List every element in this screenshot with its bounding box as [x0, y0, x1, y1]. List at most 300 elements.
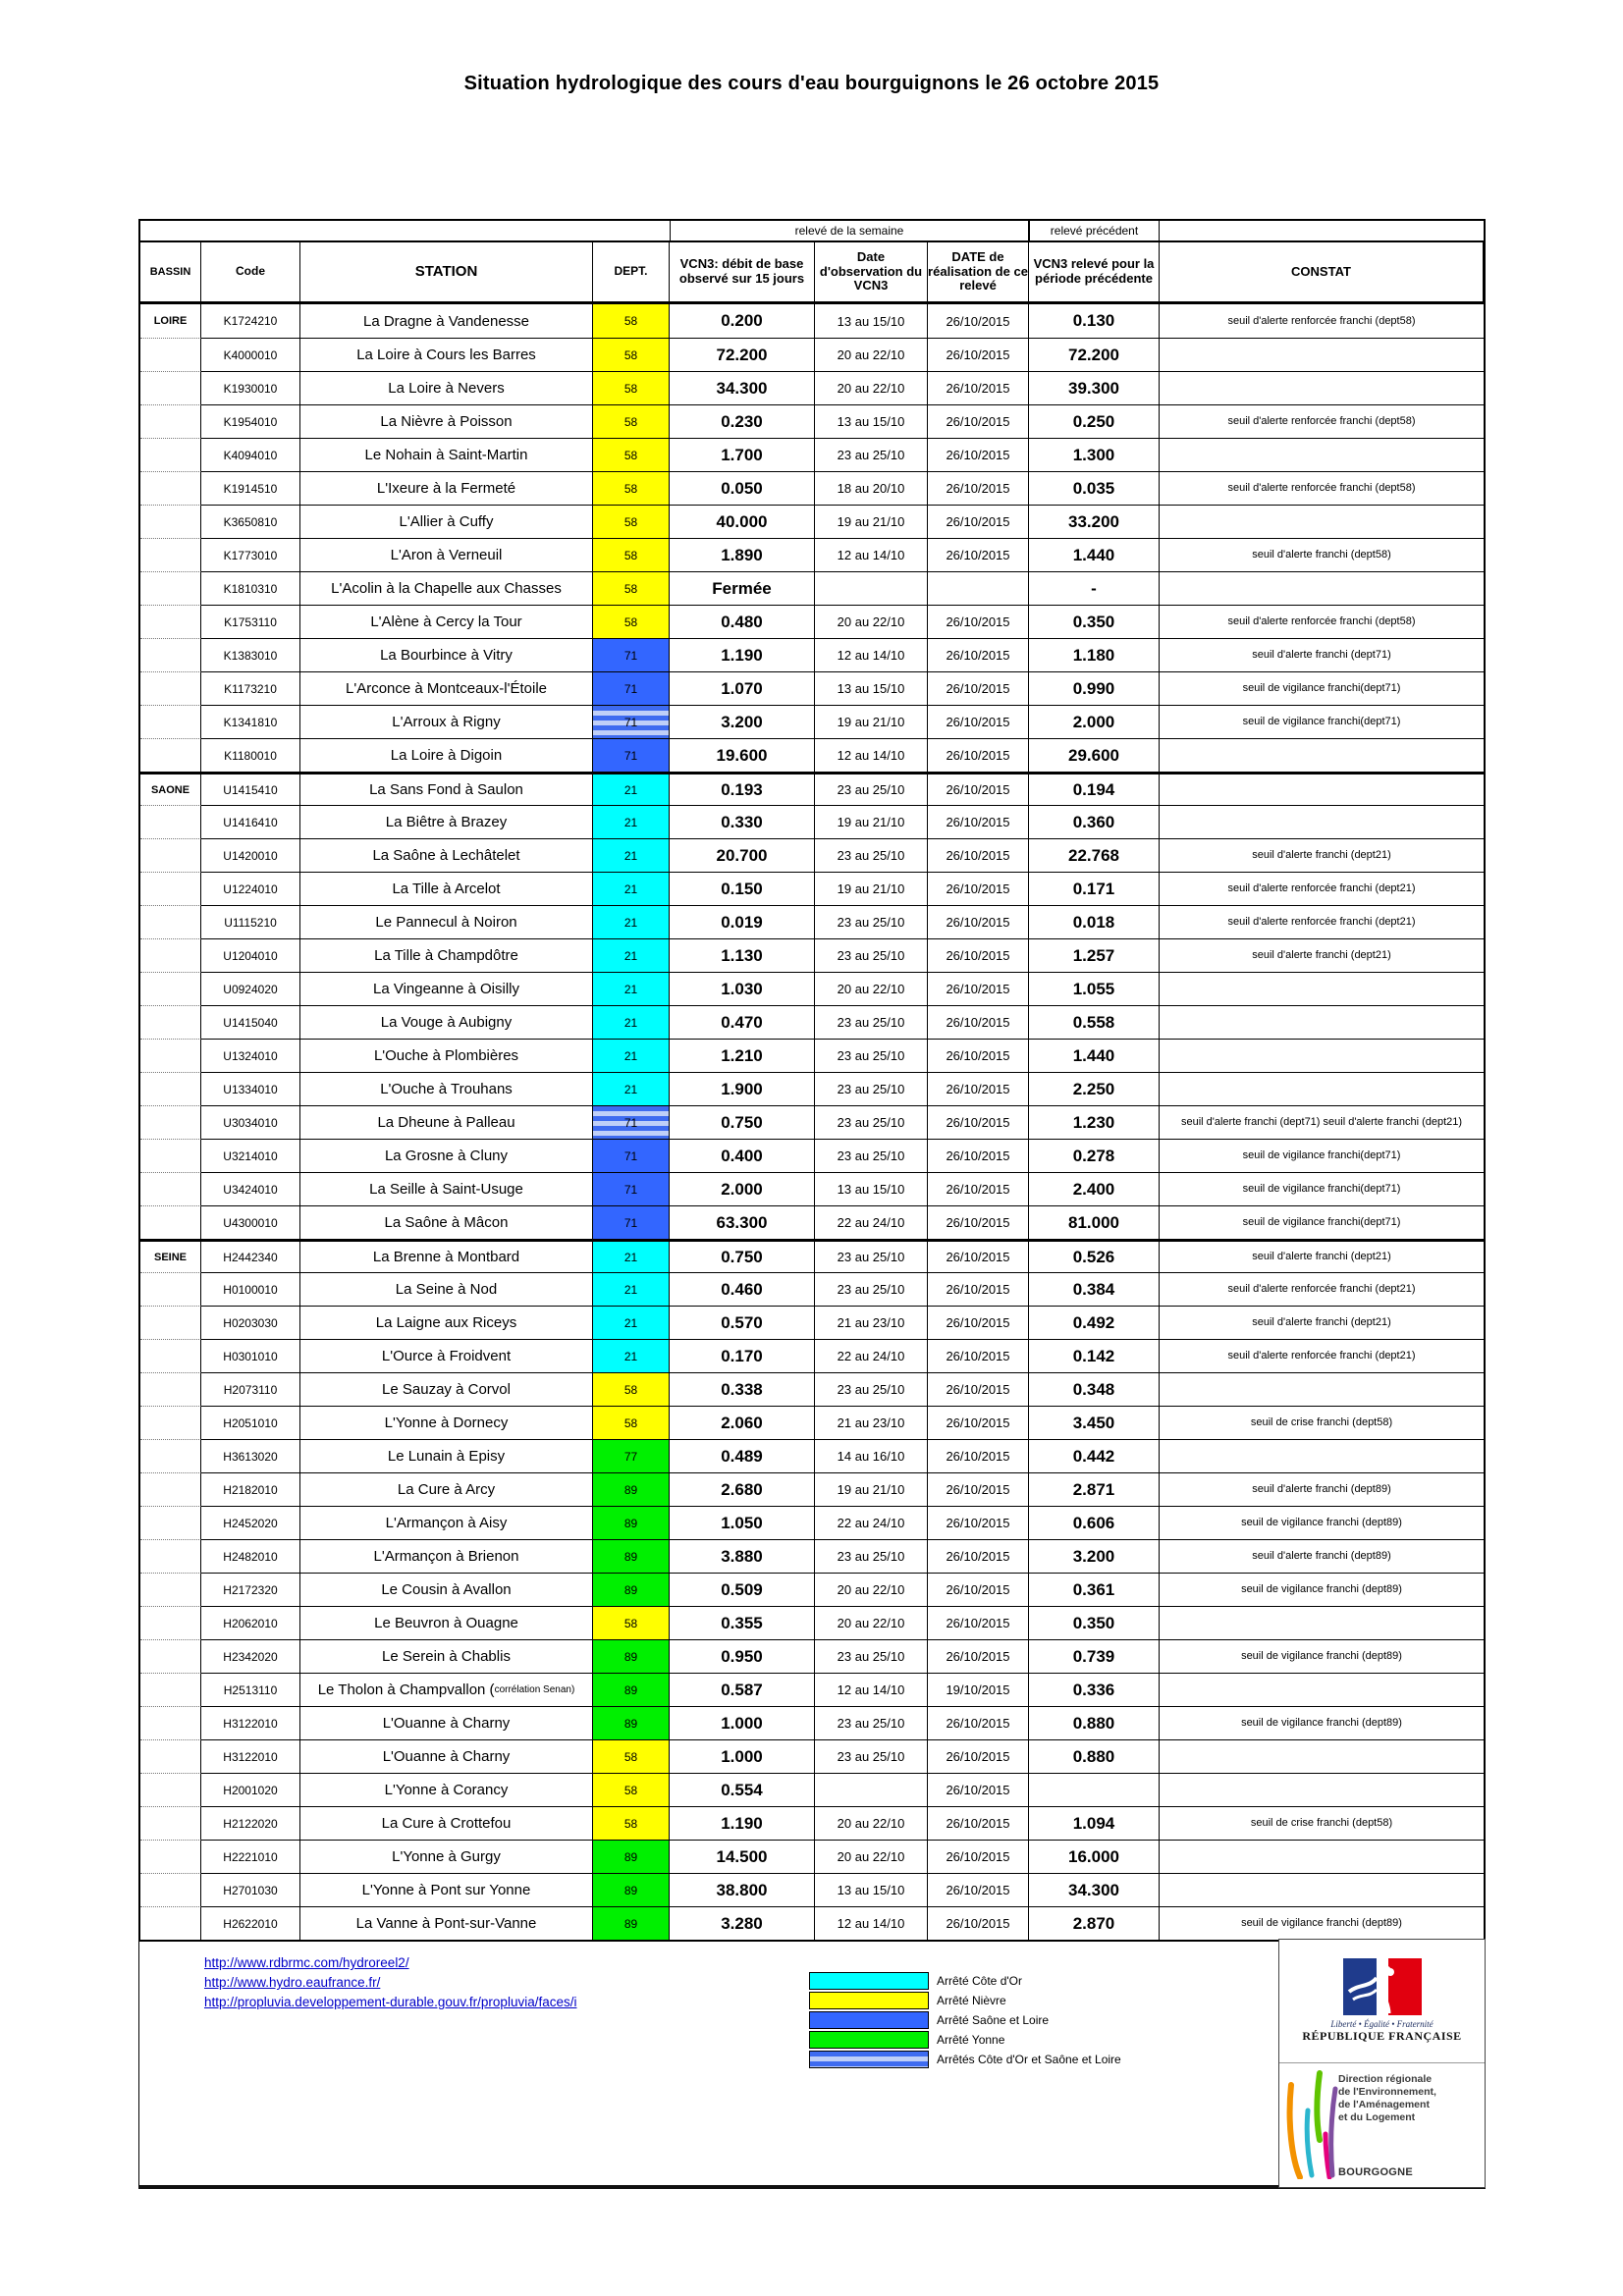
cell-station: Le Lunain à Episy: [300, 1439, 593, 1472]
cell-vcn3-prev: 1.440: [1029, 1039, 1160, 1072]
cell-date-real: 26/10/2015: [928, 1806, 1029, 1840]
cell-date-obs: 20 au 22/10: [815, 972, 928, 1005]
cell-code: H2062010: [201, 1606, 300, 1639]
cell-constat: seuil de crise franchi (dept58): [1160, 1806, 1484, 1840]
cell-vcn3: 0.400: [670, 1139, 815, 1172]
legend-swatch-cyan: [809, 1972, 929, 1990]
table-row: [140, 338, 1484, 371]
cell-bassin: [140, 838, 201, 872]
cell-vcn3: 0.170: [670, 1339, 815, 1372]
cell-station: L'Ouche à Trouhans: [300, 1072, 593, 1105]
cell-station: L'Armançon à Brienon: [300, 1539, 593, 1573]
cell-constat: seuil d'alerte franchi (dept89): [1160, 1472, 1484, 1506]
footer-link[interactable]: http://propluvia.developpement-durable.gouv.fr/propluvia/faces/i: [204, 1995, 577, 2009]
cell-dept: 58: [593, 1406, 670, 1439]
cell-dept: 58: [593, 1606, 670, 1639]
cell-station: L'Yonne à Corancy: [300, 1773, 593, 1806]
cell-date-obs: 23 au 25/10: [815, 1639, 928, 1673]
table-row: [140, 1439, 1484, 1472]
cell-bassin: [140, 1840, 201, 1873]
band-spacer-left: [140, 221, 670, 240]
cell-date-real: 26/10/2015: [928, 872, 1029, 905]
cell-vcn3: 3.200: [670, 705, 815, 738]
cell-vcn3-prev: 0.739: [1029, 1639, 1160, 1673]
cell-constat: seuil de vigilance franchi (dept89): [1160, 1706, 1484, 1739]
cell-station: La Cure à Arcy: [300, 1472, 593, 1506]
cell-date-real: [928, 571, 1029, 605]
cell-date-obs: 23 au 25/10: [815, 838, 928, 872]
hydrology-table: [138, 219, 1486, 1943]
cell-vcn3: 1.210: [670, 1039, 815, 1072]
cell-code: H2122020: [201, 1806, 300, 1840]
cell-station: L'Arconce à Montceaux-l'Étoile: [300, 671, 593, 705]
cell-date-real: 26/10/2015: [928, 1139, 1029, 1172]
cell-dept: 21: [593, 972, 670, 1005]
cell-date-real: 26/10/2015: [928, 671, 1029, 705]
cell-vcn3-prev: 0.492: [1029, 1306, 1160, 1339]
cell-vcn3: 0.230: [670, 404, 815, 438]
cell-station: La Loire à Digoin: [300, 738, 593, 772]
cell-vcn3: 1.890: [670, 538, 815, 571]
cell-date-real: 26/10/2015: [928, 1573, 1029, 1606]
cell-bassin: [140, 1139, 201, 1172]
cell-date-obs: 22 au 24/10: [815, 1205, 928, 1239]
table-row: [140, 1906, 1484, 1940]
cell-dept: 89: [593, 1706, 670, 1739]
cell-code: K1773010: [201, 538, 300, 571]
cell-constat: seuil de vigilance franchi (dept89): [1160, 1573, 1484, 1606]
cell-dept: 21: [593, 1239, 670, 1272]
table-row: [140, 1472, 1484, 1506]
cell-code: H2001020: [201, 1773, 300, 1806]
cell-constat: seuil d'alerte franchi (dept21): [1160, 1239, 1484, 1272]
cell-constat: seuil d'alerte renforcée franchi (dept58): [1160, 471, 1484, 505]
cell-date-real: 26/10/2015: [928, 1739, 1029, 1773]
legend-item: [809, 2050, 1121, 2069]
cell-station: La Dragne à Vandenesse: [300, 304, 593, 338]
table-header-row: [140, 242, 1484, 304]
cell-dept: 58: [593, 471, 670, 505]
cell-code: H3122010: [201, 1706, 300, 1739]
cell-station: La Vingeanne à Oisilly: [300, 972, 593, 1005]
cell-date-obs: 14 au 16/10: [815, 1439, 928, 1472]
cell-bassin: [140, 1272, 201, 1306]
cell-date-real: 26/10/2015: [928, 505, 1029, 538]
footer-link[interactable]: http://www.rdbrmc.com/hydroreel2/: [204, 1955, 409, 1970]
cell-vcn3: 0.338: [670, 1372, 815, 1406]
cell-dept: 89: [593, 1906, 670, 1940]
dreal-line: Direction régionale: [1338, 2073, 1433, 2085]
cell-date-obs: 23 au 25/10: [815, 905, 928, 938]
cell-date-real: 26/10/2015: [928, 1639, 1029, 1673]
cell-date-real: 26/10/2015: [928, 538, 1029, 571]
cell-station: L'Ouanne à Charny: [300, 1706, 593, 1739]
cell-dept: 21: [593, 838, 670, 872]
cell-code: K1724210: [201, 304, 300, 338]
cell-bassin: [140, 1072, 201, 1105]
cell-constat: seuil d'alerte renforcée franchi (dept21): [1160, 872, 1484, 905]
cell-constat: seuil d'alerte renforcée franchi (dept21): [1160, 1272, 1484, 1306]
cell-date-obs: 22 au 24/10: [815, 1506, 928, 1539]
col-header-vcn3-prev: VCN3 relevé pour la période précédente: [1029, 242, 1160, 301]
cell-code: U4300010: [201, 1205, 300, 1239]
cell-dept: 89: [593, 1539, 670, 1573]
cell-station: L'Ouanne à Charny: [300, 1739, 593, 1773]
cell-date-obs: 20 au 22/10: [815, 1606, 928, 1639]
cell-date-obs: 19 au 21/10: [815, 505, 928, 538]
table-row: [140, 1840, 1484, 1873]
cell-constat: seuil d'alerte renforcée franchi (dept21): [1160, 905, 1484, 938]
cell-bassin: [140, 1706, 201, 1739]
dreal-line: de l'Environnement,: [1338, 2086, 1436, 2098]
table-row: [140, 1339, 1484, 1372]
table-row: [140, 1172, 1484, 1205]
cell-constat: [1160, 805, 1484, 838]
cell-bassin: [140, 705, 201, 738]
cell-date-real: 26/10/2015: [928, 1072, 1029, 1105]
cell-code: U1334010: [201, 1072, 300, 1105]
col-header-dept: DEPT.: [593, 242, 670, 301]
cell-station: L'Allier à Cuffy: [300, 505, 593, 538]
table-row: [140, 571, 1484, 605]
cell-vcn3: 38.800: [670, 1873, 815, 1906]
cell-date-real: 26/10/2015: [928, 772, 1029, 805]
cell-station: L'Yonne à Gurgy: [300, 1840, 593, 1873]
cell-vcn3-prev: 0.360: [1029, 805, 1160, 838]
cell-station: La Grosne à Cluny: [300, 1139, 593, 1172]
cell-bassin: [140, 1005, 201, 1039]
cell-dept: 71: [593, 1105, 670, 1139]
cell-date-obs: 19 au 21/10: [815, 872, 928, 905]
cell-constat: seuil d'alerte renforcée franchi (dept58): [1160, 605, 1484, 638]
cell-date-real: 26/10/2015: [928, 972, 1029, 1005]
cell-date-obs: 23 au 25/10: [815, 438, 928, 471]
cell-vcn3: 1.000: [670, 1739, 815, 1773]
legend-swatch-blue: [809, 2011, 929, 2029]
cell-dept: 58: [593, 1739, 670, 1773]
cell-vcn3-prev: 0.990: [1029, 671, 1160, 705]
cell-dept: 89: [593, 1472, 670, 1506]
cell-constat: seuil de vigilance franchi(dept71): [1160, 671, 1484, 705]
cell-vcn3-prev: 81.000: [1029, 1205, 1160, 1239]
cell-vcn3: 40.000: [670, 505, 815, 538]
cell-date-obs: 23 au 25/10: [815, 1039, 928, 1072]
cell-constat: [1160, 1673, 1484, 1706]
cell-vcn3: 0.489: [670, 1439, 815, 1472]
cell-vcn3-prev: 1.300: [1029, 438, 1160, 471]
cell-vcn3-prev: 2.870: [1029, 1906, 1160, 1940]
cell-constat: seuil de vigilance franchi(dept71): [1160, 1172, 1484, 1205]
cell-constat: [1160, 1072, 1484, 1105]
cell-date-obs: 13 au 15/10: [815, 1873, 928, 1906]
cell-date-real: 26/10/2015: [928, 1439, 1029, 1472]
cell-date-real: 26/10/2015: [928, 605, 1029, 638]
dreal-strokes-icon: [1283, 2069, 1338, 2179]
cell-date-obs: 12 au 14/10: [815, 638, 928, 671]
cell-vcn3: 1.190: [670, 1806, 815, 1840]
cell-code: U1224010: [201, 872, 300, 905]
cell-vcn3: 1.030: [670, 972, 815, 1005]
cell-station: L'Yonne à Dornecy: [300, 1406, 593, 1439]
cell-code: H3613020: [201, 1439, 300, 1472]
cell-constat: seuil de vigilance franchi (dept89): [1160, 1906, 1484, 1940]
cell-bassin: [140, 371, 201, 404]
cell-vcn3: 1.900: [670, 1072, 815, 1105]
cell-station: La Tille à Champdôtre: [300, 938, 593, 972]
cell-constat: [1160, 1439, 1484, 1472]
cell-vcn3-prev: [1029, 1773, 1160, 1806]
cell-dept: 21: [593, 905, 670, 938]
cell-dept: 21: [593, 938, 670, 972]
cell-station: La Cure à Crottefou: [300, 1806, 593, 1840]
cell-date-obs: 23 au 25/10: [815, 1272, 928, 1306]
cell-bassin: [140, 671, 201, 705]
cell-vcn3-prev: 72.200: [1029, 338, 1160, 371]
cell-bassin: [140, 1506, 201, 1539]
cell-bassin: SAONE: [140, 772, 201, 805]
table-row: [140, 1506, 1484, 1539]
cell-date-obs: 21 au 23/10: [815, 1406, 928, 1439]
cell-station: La Laigne aux Riceys: [300, 1306, 593, 1339]
cell-bassin: [140, 1573, 201, 1606]
cell-constat: seuil d'alerte franchi (dept21): [1160, 838, 1484, 872]
cell-bassin: [140, 938, 201, 972]
cell-station: L'Arroux à Rigny: [300, 705, 593, 738]
cell-date-real: 26/10/2015: [928, 438, 1029, 471]
cell-dept: 58: [593, 538, 670, 571]
band-releve-semaine: relevé de la semaine: [670, 221, 1029, 240]
cell-station: La Seille à Saint-Usuge: [300, 1172, 593, 1205]
cell-code: H2513110: [201, 1673, 300, 1706]
cell-code: U3034010: [201, 1105, 300, 1139]
cell-code: H2442340: [201, 1239, 300, 1272]
cell-vcn3: 0.570: [670, 1306, 815, 1339]
cell-date-obs: 13 au 15/10: [815, 1172, 928, 1205]
table-row: [140, 772, 1484, 805]
table-row: [140, 1072, 1484, 1105]
cell-dept: 21: [593, 872, 670, 905]
table-row: [140, 1139, 1484, 1172]
legend-swatch-stripe: [809, 2051, 929, 2068]
cell-date-obs: 19 au 21/10: [815, 1472, 928, 1506]
cell-vcn3: 0.330: [670, 805, 815, 838]
cell-date-obs: 23 au 25/10: [815, 1005, 928, 1039]
cell-bassin: [140, 1039, 201, 1072]
cell-date-obs: 23 au 25/10: [815, 1739, 928, 1773]
cell-constat: [1160, 972, 1484, 1005]
cell-bassin: [140, 1105, 201, 1139]
cell-dept: 77: [593, 1439, 670, 1472]
cell-vcn3-prev: 2.871: [1029, 1472, 1160, 1506]
table-row: [140, 1105, 1484, 1139]
cell-dept: 58: [593, 1806, 670, 1840]
rf-name: RÉPUBLIQUE FRANÇAISE: [1302, 2029, 1462, 2043]
cell-date-real: 26/10/2015: [928, 638, 1029, 671]
cell-bassin: [140, 805, 201, 838]
cell-vcn3-prev: 3.200: [1029, 1539, 1160, 1573]
cell-vcn3: 1.070: [670, 671, 815, 705]
cell-vcn3: 0.460: [670, 1272, 815, 1306]
cell-date-real: 26/10/2015: [928, 905, 1029, 938]
cell-vcn3-prev: 0.606: [1029, 1506, 1160, 1539]
cell-dept: 21: [593, 1272, 670, 1306]
cell-date-real: 26/10/2015: [928, 371, 1029, 404]
cell-vcn3: 34.300: [670, 371, 815, 404]
cell-date-obs: 20 au 22/10: [815, 1840, 928, 1873]
cell-constat: [1160, 438, 1484, 471]
cell-bassin: [140, 571, 201, 605]
cell-vcn3-prev: 22.768: [1029, 838, 1160, 872]
cell-station: Le Beuvron à Ouagne: [300, 1606, 593, 1639]
cell-dept: 21: [593, 772, 670, 805]
cell-vcn3-prev: 34.300: [1029, 1873, 1160, 1906]
table-row: [140, 1706, 1484, 1739]
cell-date-obs: 20 au 22/10: [815, 338, 928, 371]
cell-constat: seuil d'alerte franchi (dept71) seuil d'alerte franchi (dept21): [1160, 1105, 1484, 1139]
table-row: [140, 404, 1484, 438]
footer-panel: [138, 1940, 1486, 2189]
col-header-bassin: BASSIN: [140, 242, 201, 301]
cell-constat: seuil d'alerte renforcée franchi (dept21): [1160, 1339, 1484, 1372]
table-row: [140, 1306, 1484, 1339]
cell-code: H3122010: [201, 1739, 300, 1773]
cell-code: U0924020: [201, 972, 300, 1005]
cell-dept: 71: [593, 738, 670, 772]
cell-vcn3: 0.355: [670, 1606, 815, 1639]
cell-station: L'Yonne à Pont sur Yonne: [300, 1873, 593, 1906]
cell-vcn3: 0.950: [670, 1639, 815, 1673]
table-row: [140, 1406, 1484, 1439]
cell-constat: [1160, 571, 1484, 605]
cell-vcn3-prev: 0.442: [1029, 1439, 1160, 1472]
cell-bassin: [140, 1339, 201, 1372]
table-row: [140, 1372, 1484, 1406]
cell-vcn3-prev: 33.200: [1029, 505, 1160, 538]
rf-logo: [1279, 1940, 1485, 2063]
cell-dept: 71: [593, 1205, 670, 1239]
table-row: [140, 438, 1484, 471]
cell-station: Le Cousin à Avallon: [300, 1573, 593, 1606]
cell-bassin: [140, 1606, 201, 1639]
cell-date-real: 26/10/2015: [928, 1339, 1029, 1372]
cell-date-obs: 12 au 14/10: [815, 1906, 928, 1940]
cell-code: U1324010: [201, 1039, 300, 1072]
cell-code: H2172320: [201, 1573, 300, 1606]
cell-date-obs: 23 au 25/10: [815, 938, 928, 972]
cell-date-real: 26/10/2015: [928, 404, 1029, 438]
cell-code: K1180010: [201, 738, 300, 772]
cell-vcn3: 2.060: [670, 1406, 815, 1439]
table-row: [140, 505, 1484, 538]
footer-link[interactable]: http://www.hydro.eaufrance.fr/: [204, 1975, 381, 1990]
cell-vcn3-prev: -: [1029, 571, 1160, 605]
cell-code: K3650810: [201, 505, 300, 538]
cell-dept: 58: [593, 1372, 670, 1406]
cell-dept: 21: [593, 1072, 670, 1105]
table-row: [140, 371, 1484, 404]
cell-vcn3-prev: 0.194: [1029, 772, 1160, 805]
cell-station: L'Ouche à Plombières: [300, 1039, 593, 1072]
band-spacer-right: [1160, 221, 1484, 240]
cell-constat: [1160, 1005, 1484, 1039]
cell-constat: [1160, 505, 1484, 538]
cell-date-real: 26/10/2015: [928, 1506, 1029, 1539]
cell-dept: 58: [593, 571, 670, 605]
cell-date-obs: 20 au 22/10: [815, 605, 928, 638]
cell-bassin: [140, 972, 201, 1005]
legend-item: [809, 1991, 1121, 2010]
cell-bassin: [140, 538, 201, 571]
table-row: [140, 1639, 1484, 1673]
cell-dept: 71: [593, 671, 670, 705]
table-row: [140, 705, 1484, 738]
cell-station: Le Sauzay à Corvol: [300, 1372, 593, 1406]
legend-label: Arrêté Yonne: [937, 2033, 1005, 2047]
cell-vcn3: 1.000: [670, 1706, 815, 1739]
cell-station: L'Aron à Verneuil: [300, 538, 593, 571]
cell-code: H2622010: [201, 1906, 300, 1940]
cell-code: H2342020: [201, 1639, 300, 1673]
cell-bassin: [140, 505, 201, 538]
cell-date-obs: 19 au 21/10: [815, 705, 928, 738]
table-row: [140, 1773, 1484, 1806]
table-band-row: [140, 221, 1484, 242]
cell-dept: 21: [593, 1306, 670, 1339]
cell-code: U1415040: [201, 1005, 300, 1039]
table-row: [140, 1539, 1484, 1573]
cell-bassin: [140, 1172, 201, 1205]
dreal-text: [1338, 2069, 1436, 2179]
cell-vcn3-prev: 0.278: [1029, 1139, 1160, 1172]
cell-code: K1383010: [201, 638, 300, 671]
table-row: [140, 1806, 1484, 1840]
cell-dept: 21: [593, 1005, 670, 1039]
cell-station: L'Acolin à la Chapelle aux Chasses: [300, 571, 593, 605]
cell-vcn3-prev: 1.094: [1029, 1806, 1160, 1840]
cell-date-obs: 20 au 22/10: [815, 1573, 928, 1606]
cell-code: H2701030: [201, 1873, 300, 1906]
table-row: [140, 838, 1484, 872]
cell-station: Le Pannecul à Noiron: [300, 905, 593, 938]
cell-vcn3: 0.019: [670, 905, 815, 938]
cell-date-obs: 23 au 25/10: [815, 1105, 928, 1139]
legend-item: [809, 1971, 1121, 1991]
col-header-date-obs: Date d'observation du VCN3: [815, 242, 928, 301]
dreal-logo: [1279, 2063, 1485, 2187]
col-header-constat: CONSTAT: [1160, 242, 1484, 301]
dreal-line: de l'Aménagement: [1338, 2099, 1430, 2110]
cell-vcn3: 2.000: [670, 1172, 815, 1205]
cell-vcn3: 0.750: [670, 1105, 815, 1139]
cell-dept: 71: [593, 638, 670, 671]
cell-date-real: 26/10/2015: [928, 838, 1029, 872]
cell-vcn3: 0.150: [670, 872, 815, 905]
cell-code: U3424010: [201, 1172, 300, 1205]
cell-constat: seuil de vigilance franchi (dept89): [1160, 1506, 1484, 1539]
cell-station: La Brenne à Montbard: [300, 1239, 593, 1272]
table-row: [140, 1606, 1484, 1639]
cell-vcn3-prev: 1.055: [1029, 972, 1160, 1005]
cell-dept: 58: [593, 605, 670, 638]
cell-bassin: [140, 1306, 201, 1339]
cell-station: La Nièvre à Poisson: [300, 404, 593, 438]
cell-vcn3: 19.600: [670, 738, 815, 772]
cell-vcn3-prev: 0.142: [1029, 1339, 1160, 1372]
cell-vcn3-prev: 16.000: [1029, 1840, 1160, 1873]
cell-vcn3: 1.190: [670, 638, 815, 671]
table-row: [140, 1873, 1484, 1906]
cell-station: L'Ixeure à la Fermeté: [300, 471, 593, 505]
